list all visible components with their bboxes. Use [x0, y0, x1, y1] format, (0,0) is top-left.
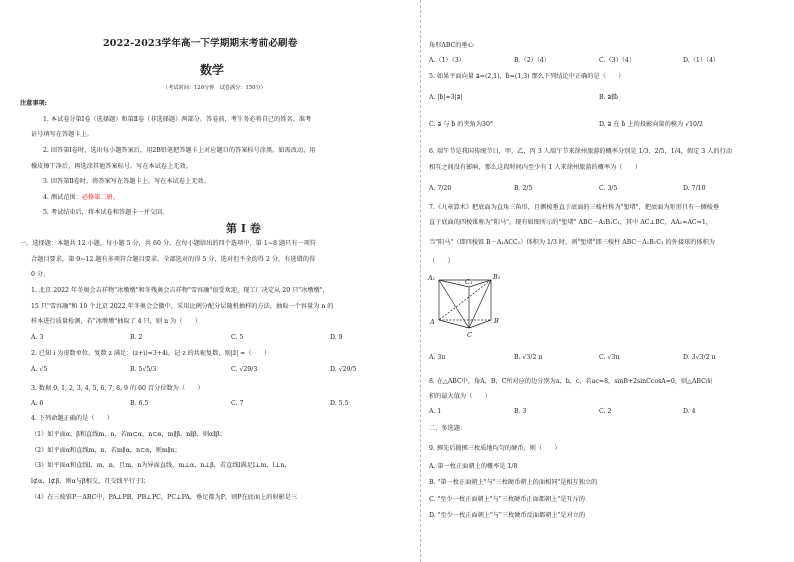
diag-a1-c — [439, 280, 469, 328]
q9-option-b: B. "第一枚正面朝上"与"三枚硬币朝上的面相同"是相互独立的 — [429, 479, 598, 486]
q5-option-a: A. |b⃗|=3|a⃗| — [429, 94, 463, 101]
q4-continued: 角形ABC的垂心 — [429, 42, 474, 49]
q9-option-d: D. "至少一枚正面朝上"与"三枚硬币反面都朝上"是对立的 — [429, 512, 586, 519]
note-4 — [43, 194, 119, 202]
q7-option-c: C. √3π — [599, 354, 620, 361]
q4-line-1: 4. 下列命题正确的是（ ） — [31, 415, 114, 422]
note-1a: 1. 本试卷分第Ⅰ卷（选择题）和第Ⅱ卷（非选择题）两部分。答卷前，考生务必将自己的姓名、准考 — [43, 116, 312, 123]
q7-option-d: D. 3√3/2 π — [683, 354, 716, 361]
q1-line-3: 样本进行质量检测，若"冰墩墩"抽取了 4 只，则 n 为（ ） — [31, 318, 201, 325]
q2-option-c: C. √29/3 — [231, 366, 258, 373]
q7-line-4: （ ） — [429, 258, 454, 265]
q3-option-d: D. 5.5 — [330, 400, 349, 407]
q6-line-1: 6. 端午节是我国传统节日，甲，乙，丙 3 人端午节来徐州旅游的概率分别是 1/3，2/5，1/4，假定 3 人的行动 — [429, 148, 732, 155]
q4-option-b: B.（2）（4） — [514, 57, 551, 64]
q1-option-a: A. 3 — [31, 334, 44, 341]
q6-line-2: 相互之间没有影响，那么这段时间内至少有 1 人来徐州旅游的概率为（ ） — [429, 164, 642, 171]
section2-heading: 二、多选题： — [429, 425, 467, 432]
q4-statement-3a: （3）如平面α和直线l，m，n，且m，n为异面直线，m⊥α，n⊥β，若直线l满足l⊥m，l⊥n， — [31, 462, 291, 469]
q1-line-1: 1. 北京 2022 年冬奥会吉祥物"冰墩墩"和冬残奥会吉祥物"雪容融"很受欢迎，现工厂决定从 20 只"冰墩墩"， — [31, 287, 329, 294]
q3-option-c: C. 7 — [231, 400, 244, 407]
diag-b1-c — [469, 280, 491, 328]
prism-figure — [425, 268, 505, 340]
right-column — [421, 0, 794, 562]
q9-line-1: 9. 掷先后抛掷三枚质地均匀的硬币，则（ ） — [429, 445, 561, 452]
q6-option-c: C. 3/5 — [599, 185, 618, 192]
q3-option-a: A. 6 — [31, 400, 44, 407]
q4-statement-1: （1）如平面α，β和直线m，n，若m⊂α，n⊂α，m∥β，n∥β，则α∥β； — [31, 431, 226, 438]
volume-title: 第 I 卷 — [226, 222, 261, 235]
label-c: C — [467, 331, 472, 339]
q1-option-b: B. 2 — [130, 334, 143, 341]
q6-option-d: D. 7/10 — [683, 185, 706, 192]
label-c1: C₁ — [465, 278, 473, 286]
notes-heading: 注意事项: — [20, 100, 48, 107]
q7-option-b: B. √3/2 π — [514, 354, 543, 361]
q9-option-a: A. 第一枚正面朝上的概率是 1/8 — [429, 463, 518, 470]
q8-line-1: 8. 在△ABC中，角A，B，C所对应的边分别为a，b，c，若ac=8，sinB+2sinCcosA=0，则△ABC面 — [429, 378, 713, 385]
q5-option-d: D. a⃗ 在 b⃗ 上的投影向量的模为 √10/2 — [599, 121, 703, 128]
q8-option-a: A. 1 — [429, 408, 442, 415]
q6-option-b: B. 2/5 — [514, 185, 533, 192]
q3-line-1: 3. 数据 0, 1, 2, 3, 4, 5, 6, 7, 8, 9 的 60 百分位数为（ ） — [31, 385, 204, 392]
section1-line-2: 合题目要求，第 9~12 题有多项符合题目要求。全部选对的得 5 分，选对但不全的得 2 分，有选错的得 — [31, 256, 316, 263]
q1-option-d: D. 9 — [330, 334, 343, 341]
q5-line-1: 5. 如果平面向量 a⃗=(2,1)，b⃗=(1,3) 那么下列结论中正确的是（ ） — [429, 73, 625, 80]
note-2b: 橡皮擦干净后，再选涂其他答案标号。写在本试卷上无效。 — [31, 163, 192, 170]
exam-title: 2022-2023学年高一下学期期末考前必刷卷 — [103, 38, 298, 49]
note-4-scope: 必修第二册。 — [81, 194, 119, 201]
q2-option-a: A. √5 — [31, 366, 48, 373]
q2-line-1: 2. 已知 i 为虚数单位，复数 z 满足：(z+i)=3+4i，记 z 的共轭复数，则|z̄| =（ ） — [31, 350, 271, 357]
q4-option-a: A.（1）（3） — [429, 57, 465, 64]
note-4-prefix: 4. 测试范围： — [43, 194, 82, 201]
q7-line-2: 直于底面的四棱锥称为"阳马"，现有如图所示的"堑堵" ABC－A₁B₁C₁，其中 AC⊥BC，AA₁=AC=1， — [429, 219, 712, 226]
q8-option-b: B. 3 — [514, 408, 527, 415]
q8-option-d: D. 4 — [683, 408, 696, 415]
q9-option-c: C. "至少一枚正面朝上"与"三枚硬币正面都朝上"是互斥的 — [429, 496, 585, 503]
q7-line-3: 当"阳马"（即四棱锥 B－A₁ACC₁）体积为 1/3 时，则"堑堵"即三棱柱 ABC－A₁B₁C₁ 的外接球的体积为 — [429, 239, 715, 246]
q1-option-c: C. 5 — [231, 334, 244, 341]
note-3: 3. 回答第Ⅱ卷时，将答案写在答题卡上。写在本试卷上无效。 — [43, 178, 210, 185]
q5-option-c: C. a⃗ 与 b⃗ 的夹角为30° — [429, 121, 493, 128]
subject-title: 数学 — [200, 63, 225, 77]
note-5: 5. 考试结束后，将本试卷和答题卡一并交回。 — [43, 209, 169, 216]
label-a1: A₁ — [428, 274, 436, 282]
note-2a: 2. 回答第Ⅰ卷时，选出每小题答案后，用2B铅笔把答题卡上对应题目的答案标号涂黑。如需改动，用 — [43, 147, 316, 154]
q1-line-2: 15 只"雪容融"和 10 个北京 2022 年冬奥会会徽中，采用比例分配分层随机抽样的方法，抽取一个容量为 n 的 — [31, 303, 334, 310]
q8-option-c: C. 2 — [599, 408, 612, 415]
q2-option-b: B. 5√5/3 — [130, 366, 157, 373]
label-b: B — [494, 317, 499, 325]
q4-statement-2: （2）如平面α和直线m，n，若m∥α，n⊂α，则m∥n； — [31, 447, 181, 454]
q2-option-d: D. √29/5 — [330, 366, 357, 373]
exam-info: （考试时间：120分钟 试卷满分：150分） — [163, 85, 266, 91]
q7-option-a: A. 3π — [429, 354, 446, 361]
q3-option-b: B. 6.5 — [130, 400, 149, 407]
q4-option-c: C.（3）（4） — [599, 57, 636, 64]
q4-statement-4: （4）在三棱锥P－ABC中，PA⊥PB，PB⊥PC，PC⊥PA，垂足都为P，则P在底面上的射影是三 — [31, 494, 298, 501]
q4-option-d: D.（1）（4） — [683, 57, 720, 64]
q6-option-a: A. 7/20 — [429, 185, 452, 192]
section1-line-3: 0 分。 — [31, 271, 50, 278]
label-a: A — [430, 318, 435, 326]
q5-option-b: B. a⃗∥b⃗ — [599, 94, 619, 101]
section1-line-1: 一、选择题：本题共 12 小题，每小题 5 分，共 60 分。在每小题给出的四个选项中，第 1~8 题只有一项符 — [20, 240, 316, 247]
q8-line-2: 积的最大值为（ ） — [429, 393, 491, 400]
label-b1: B₁ — [493, 273, 501, 281]
note-1b: 证号填写在答题卡上。 — [31, 131, 93, 138]
q7-line-1: 7.《九章算术》把底面为直角三角形，且侧棱垂直于底面的三棱柱称为"堑堵"，把底面为矩形且有一侧棱垂 — [429, 204, 720, 211]
q4-statement-3b: l⊄α，l⊄β，则α与β相交，且交线平行于l； — [31, 478, 150, 485]
